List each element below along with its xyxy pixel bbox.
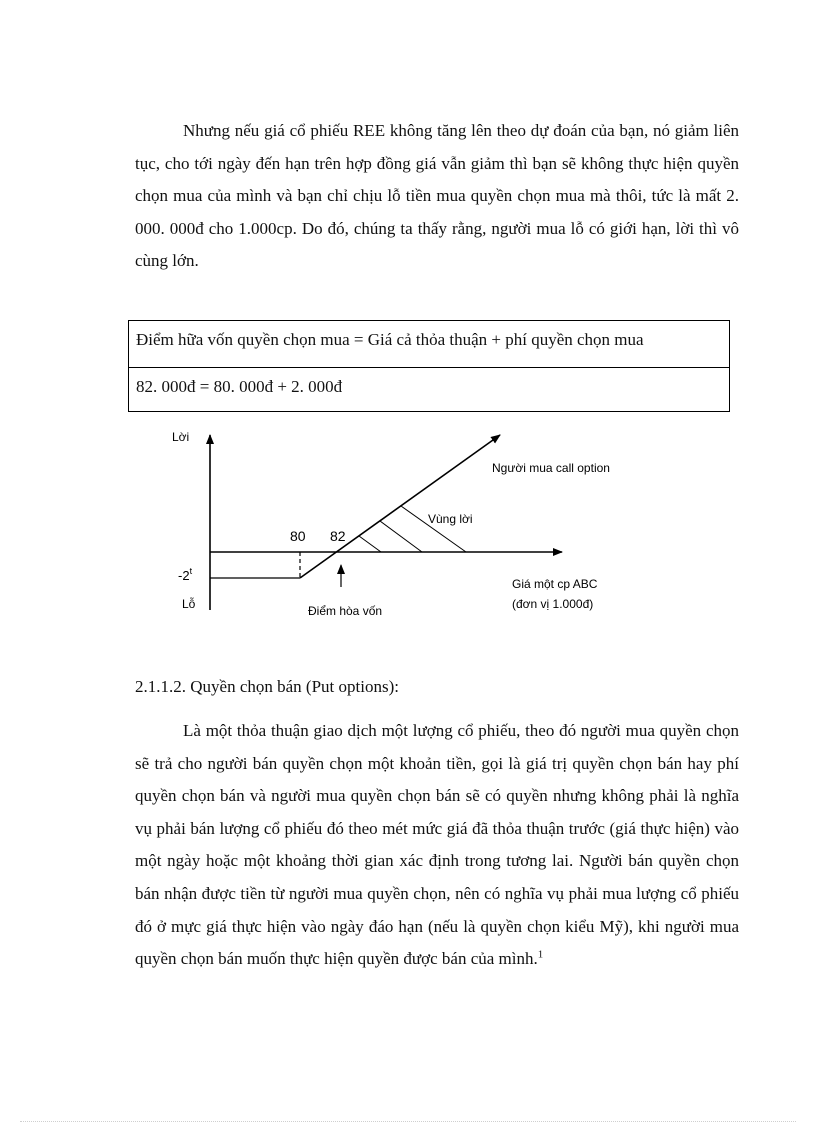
profit-hatch: [380, 521, 422, 552]
breakeven-price-label: 82: [330, 528, 346, 544]
profit-hatch: [359, 536, 381, 552]
body-paragraph-2: [135, 715, 739, 976]
footnote-marker: 1: [537, 948, 544, 961]
series-label: Người mua call option: [492, 461, 610, 475]
breakeven-annotation: Điểm hòa vốn: [308, 604, 383, 615]
call-option-payoff-chart: [160, 425, 660, 615]
x-axis-label-line1: Giá một cp ABC: [512, 577, 598, 591]
formula-row-definition: Điểm hữa vốn quyền chọn mua = Giá cả thỏa thuận + phí quyền chọn mua: [136, 330, 644, 349]
body-paragraph-2-text: Là một thỏa thuận giao dịch một lượng cổ phiếu, theo đó người mua quyền chọn sẽ trả cho người bán quyền chọn một khoản tiền, gọi là giá trị quyền chọn bán hay phí quyền chọn bán và người mua quyền chọn bán sẽ có quyền nhưng không phải là nghĩa vụ phải bán lượng cổ phiếu đó theo mét mức giá đã thỏa thuận trước (giá thực hiện) vào một ngày hoặc một khoảng thời gian xác định trong tương lai. Người bán quyền chọn bán nhận được tiền từ người mua quyền chọn, nên có nghĩa vụ phải mua lượng cổ phiếu đó ở mực giá thực hiện vào ngày đáo hạn (nếu là quyền chọn kiểu Mỹ), khi người mua quyền chọn bán muốn thực hiện quyền được bán của mình.: [135, 721, 739, 969]
body-paragraph-1: Nhưng nếu giá cổ phiếu REE không tăng lên theo dự đoán của bạn, nó giảm liên tục, cho tới ngày đến hạn trên hợp đồng giá vẫn giảm thì bạn sẽ không thực hiện quyền chọn mua của mình và bạn chỉ chịu lỗ tiền mua quyền chọn mua mà thôi, tức là mất 2. 000. 000đ cho 1.000cp. Do đó, chúng ta thấy rằng, người mua lỗ có giới hạn, lời thì vô cùng lớn.: [135, 121, 739, 271]
profit-zone-label: Vùng lời: [428, 512, 473, 526]
y-label-profit: Lời: [172, 430, 190, 444]
premium-label: -2$^t$: [178, 566, 193, 583]
x-axis-label-line2: (đơn vị 1.000đ): [512, 597, 594, 611]
y-label-loss: Lỗ: [182, 597, 196, 611]
formula-row-example: 82. 000đ = 80. 000đ + 2. 000đ: [129, 367, 729, 413]
page-bottom-rule: [20, 1121, 796, 1122]
section-heading: 2.1.1.2. Quyền chọn bán (Put options):: [135, 677, 399, 696]
breakeven-formula-box: [128, 320, 730, 412]
payoff-line: [300, 435, 500, 578]
strike-label: 80: [290, 528, 306, 544]
